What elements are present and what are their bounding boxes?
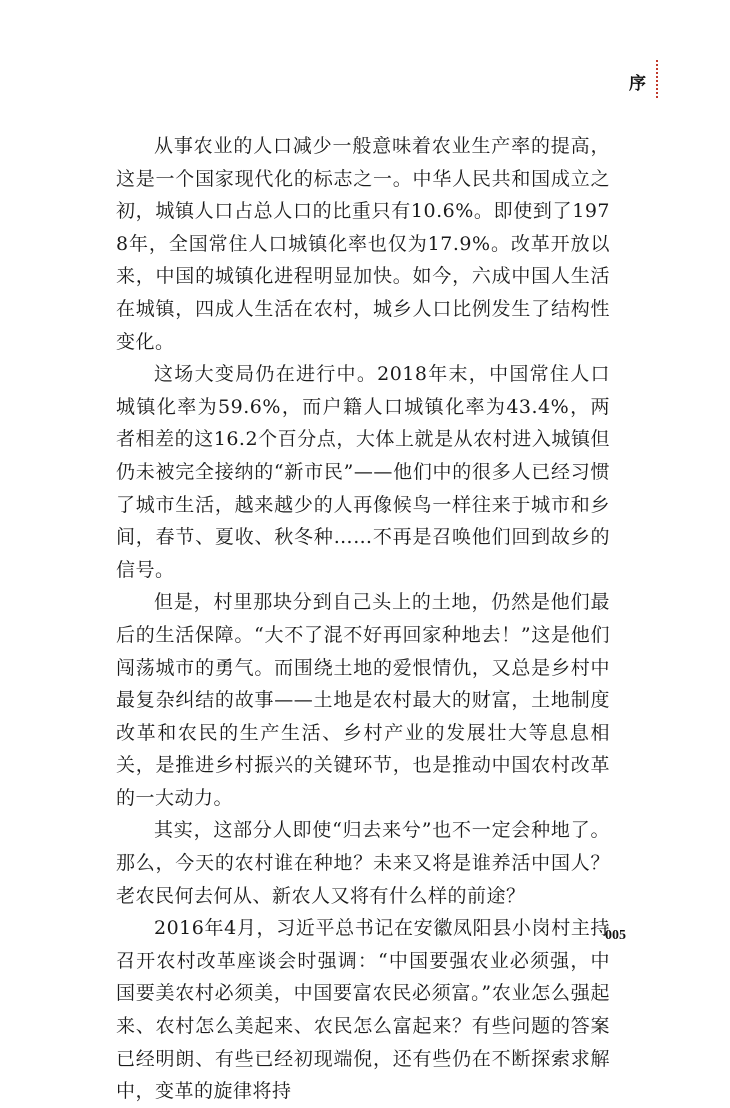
- paragraph-4: 其实，这部分人即使“归去来兮”也不一定会种地了。那么，今天的农村谁在种地？未来又将是谁养活中国人？老农民何去何从、新农人又将有什么样的前途？: [116, 819, 610, 907]
- body-text: [116, 130, 610, 1108]
- paragraph-5: 2016年4月，习近平总书记在安徽凤阳县小岗村主持召开农村改革座谈会时强调：“中国要强农业必须强，中国要美农村必须美，中国要富农民必须富。”农业怎么强起来、农村怎么美起来、农民怎么富起来？有些问题的答案已经明朗、有些已经初现端倪，还有些仍在不断探索求解中，变革的旋律将持: [116, 917, 610, 1103]
- section-marker-line: [656, 60, 658, 98]
- paragraph-2: 这场大变局仍在进行中。2018年末，中国常住人口城镇化率为59.6%，而户籍人口城镇化率为43.4%，两者相差的这16.2个百分点，大体上就是从农村进入城镇但仍未被完全接纳的“新市民”——他们中的很多人已经习惯了城市生活，越来越少的人再像候鸟一样往来于城市和乡间，春节、夏收、秋冬种……不再是召唤他们回到故乡的信号。: [116, 363, 610, 581]
- paragraph-3: 但是，村里那块分到自己头上的土地，仍然是他们最后的生活保障。“大不了混不好再回家种地去！”这是他们闯荡城市的勇气。而围绕土地的爱恨情仇，又总是乡村中最复杂纠结的故事——土地是农村最大的财富，土地制度改革和农民的生产生活、乡村产业的发展壮大等息息相关，是推进乡村振兴的关键环节，也是推动中国农村改革的一大动力。: [116, 591, 610, 809]
- page-number: 005: [605, 928, 626, 943]
- section-marker: [629, 62, 658, 100]
- section-label: 序: [629, 73, 646, 94]
- paragraph-1: 从事农业的人口减少一般意味着农业生产率的提高，这是一个国家现代化的标志之一。中华人民共和国成立之初，城镇人口占总人口的比重只有10.6%。即使到了1978年，全国常住人口城镇化率也仅为17.9%。改革开放以来，中国的城镇化进程明显加快。如今，六成中国人生活在城镇，四成人生活在农村，城乡人口比例发生了结构性变化。: [116, 135, 610, 353]
